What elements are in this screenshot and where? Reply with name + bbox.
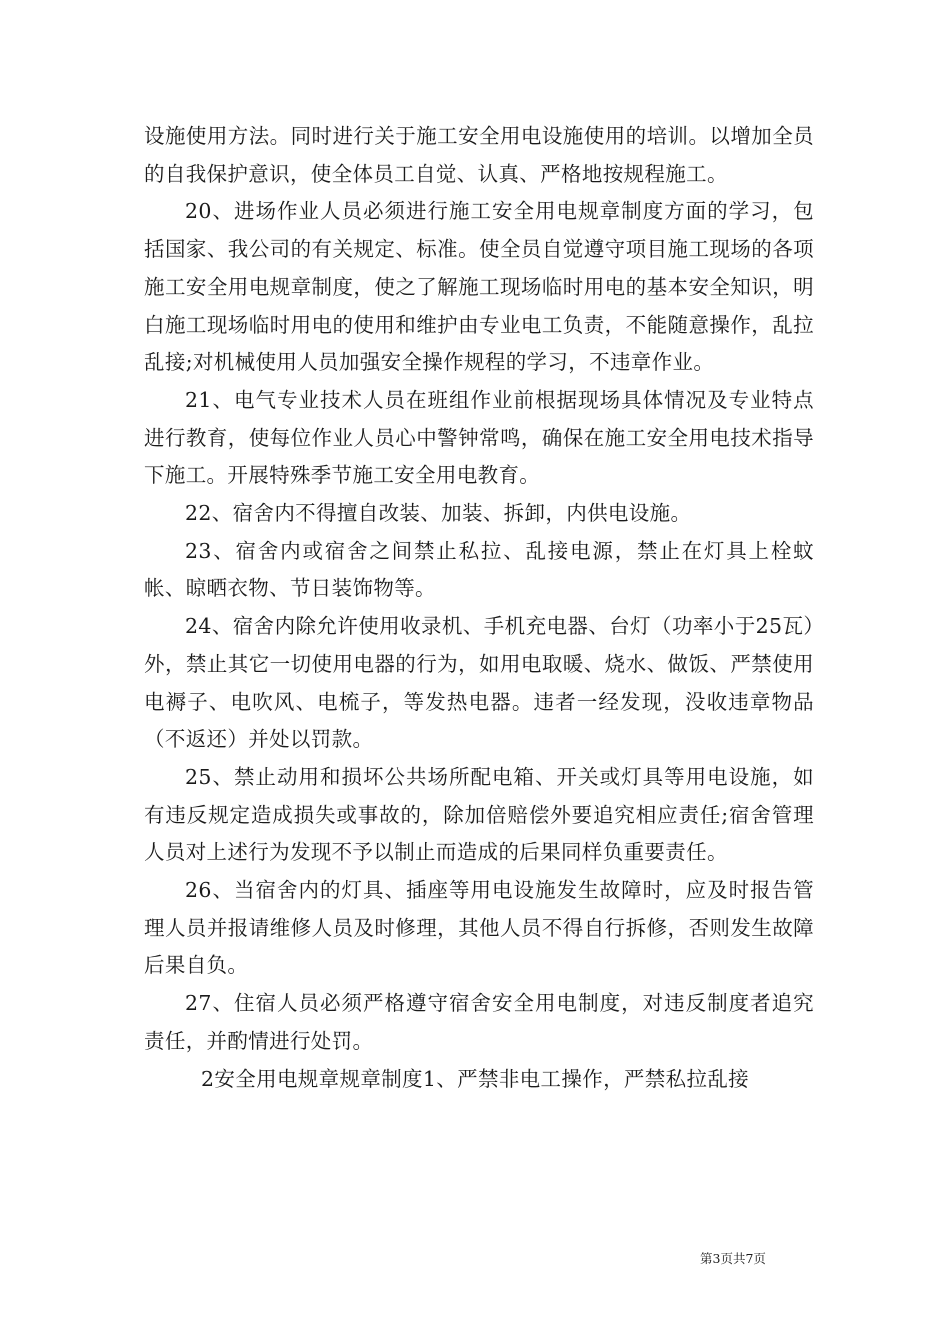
paragraph-item-27: 27、住宿人员必须严格遵守宿舍安全用电制度，对违反制度者追究责任，并酌情进行处罚。: [144, 991, 814, 1053]
paragraph-section-2: 2安全用电规章规章制度1、严禁非电工操作，严禁私拉乱接: [201, 1066, 750, 1091]
paragraph-item-21: 21、电气专业技术人员在班组作业前根据现场具体情况及专业特点进行教育，使每位作业人员心中警钟常鸣，确保在施工安全用电技术指导下施工。开展特殊季节施工安全用电教育。: [144, 387, 814, 488]
paragraph-item-22: 22、宿舍内不得擅自改装、加装、拆卸，内供电设施。: [185, 501, 692, 526]
paragraph-item-23: 23、宿舍内或宿舍之间禁止私拉、乱接电源，禁止在灯具上栓蚊帐、晾晒衣物、节日装饰物等。: [144, 538, 814, 601]
document-body: [144, 118, 814, 1098]
paragraph-item-26: 26、当宿舍内的灯具、插座等用电设施发生故障时，应及时报告管理人员并报请维修人员及时修理，其他人员不得自行拆修，否则发生故障后果自负。: [144, 878, 814, 978]
paragraph-item-25: 25、禁止动用和损坏公共场所配电箱、开关或灯具等用电设施，如有违反规定造成损失或事故的，除加倍赔偿外要追究相应责任;宿舍管理人员对上述行为发现不予以制止而造成的后果同样负重要责任。: [144, 764, 814, 865]
paragraph-item-24: 24、宿舍内除允许使用收录机、手机充电器、台灯（功率小于25瓦）外，禁止其它一切使用电器的行为，如用电取暖、烧水、做饭、严禁使用电褥子、电吹风、电梳子，等发热电器。违者一经发现，没收违章物品（不返还）并处以罚款。: [144, 614, 814, 752]
paragraph-item-20: 20、进场作业人员必须进行施工安全用电规章制度方面的学习，包括国家、我公司的有关规定、标准。使全员自觉遵守项目施工现场的各项施工安全用电规章制度，使之了解施工现场临时用电的基本安全知识，明白施工现场临时用电的使用和维护由专业电工负责，不能随意操作，乱拉乱接;对机械使用人员加强安全操作规程的学习，不违章作业。: [144, 199, 814, 375]
paragraph-continuation: 设施使用方法。同时进行关于施工安全用电设施使用的培训。以增加全员的自我保护意识，使全体员工自觉、认真、严格地按规程施工。: [144, 124, 814, 186]
page-number-footer: 第3页共7页: [700, 1251, 766, 1266]
